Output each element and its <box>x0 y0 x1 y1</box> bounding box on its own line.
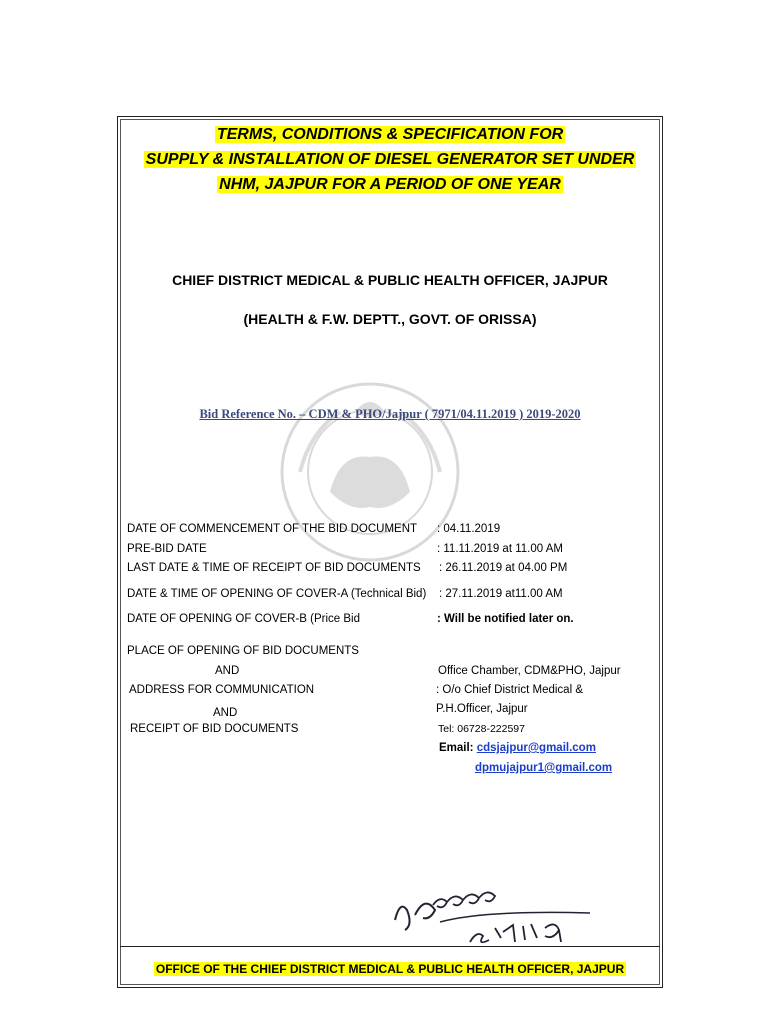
bid-reference: Bid Reference No. – CDM & PHO/Jajpur ( 7971/04.11.2019 ) 2019-2020 <box>199 407 581 421</box>
title-line-2: SUPPLY & INSTALLATION OF DIESEL GENERATOR SET UNDER <box>145 151 635 168</box>
place-label-opening: PLACE OF OPENING OF BID DOCUMENTS <box>127 645 359 657</box>
schedule-value-cover-b: : Will be notified later on. <box>437 613 574 625</box>
place-label-receipt: RECEIPT OF BID DOCUMENTS <box>130 723 299 735</box>
schedule-label-prebid: PRE-BID DATE <box>127 543 207 555</box>
email-link-2[interactable]: dpmujajpur1@gmail.com <box>475 762 613 774</box>
email-link-1[interactable]: cdsjajpur@gmail.com <box>476 742 596 754</box>
schedule-value-commencement: : 04.11.2019 <box>437 523 501 535</box>
place-and-1: AND <box>215 665 240 677</box>
schedule-value-cover-a: : 27.11.2019 at11.00 AM <box>439 588 563 600</box>
document-title <box>120 122 660 197</box>
footer-divider <box>120 946 660 947</box>
place-label-address: ADDRESS FOR COMMUNICATION <box>129 684 315 696</box>
schedule-label-cover-a: DATE & TIME OF OPENING OF COVER-A (Technical Bid) <box>127 588 427 600</box>
schedule-value-prebid: : 11.11.2019 at 11.00 AM <box>437 543 563 555</box>
footer-text: OFFICE OF THE CHIEF DISTRICT MEDICAL & PUBLIC HEALTH OFFICER, JAJPUR <box>155 962 625 976</box>
email-line-2 <box>475 762 612 774</box>
government-seal-watermark <box>270 372 470 572</box>
address-line-2: : O/o Chief District Medical & <box>436 684 583 696</box>
email-line <box>439 742 596 754</box>
title-line-1: TERMS, CONDITIONS & SPECIFICATION FOR <box>216 126 564 143</box>
schedule-label-last-date: LAST DATE & TIME OF RECEIPT OF BID DOCUMENTS <box>127 562 421 574</box>
title-line-3: NHM, JAJPUR FOR A PERIOD OF ONE YEAR <box>219 176 561 193</box>
department-name: (HEALTH & F.W. DEPTT., GOVT. OF ORISSA) <box>243 311 537 327</box>
address-line-1: Office Chamber, CDM&PHO, Jajpur <box>438 665 621 677</box>
address-line-3: P.H.Officer, Jajpur <box>436 703 528 715</box>
place-and-2: AND <box>213 707 238 719</box>
schedule-label-cover-b: DATE OF OPENING OF COVER-B (Price Bid <box>127 613 361 625</box>
telephone: Tel: 06728-222597 <box>438 723 525 735</box>
schedule-value-last-date: : 26.11.2019 at 04.00 PM <box>439 562 568 574</box>
schedule-label-commencement: DATE OF COMMENCEMENT OF THE BID DOCUMENT <box>127 523 418 535</box>
email-label: Email: <box>439 742 477 754</box>
footer-office-name <box>120 962 660 976</box>
handwritten-signature <box>385 880 600 950</box>
organization-name: CHIEF DISTRICT MEDICAL & PUBLIC HEALTH OFFICER, JAJPUR <box>172 272 608 288</box>
